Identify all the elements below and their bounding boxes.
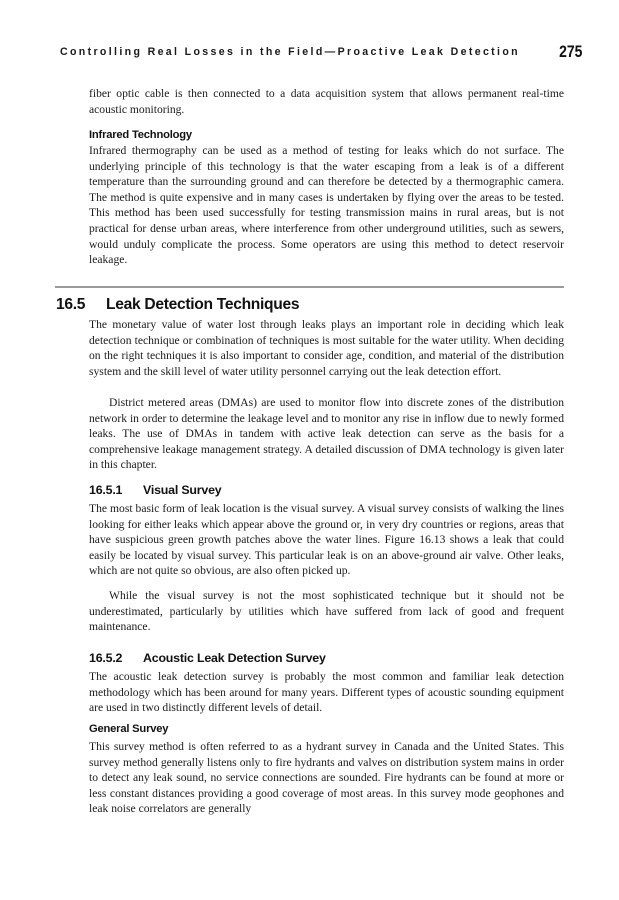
leak-detection-paragraph-2: District metered areas (DMAs) are used to monitor flow into discrete zones of the distribution network in order to determine the leakage level and to monitor any rise in inflow due to newly formed leaks. The use of DMAs in tandem with active leak detection can serve as the basis for a comprehensive leakage management strategy. A detailed discussion of DMA technology is given later in this chapter. xyxy=(89,396,564,472)
general-survey-paragraph: This survey method is often referred to as a hydrant survey in Canada and the United States. This survey method generally listens only to fire hydrants and valves on distribution system mains in order to detect any leak sound, no service connections are sounded. Fire hydrants can be found at more or less constant distances providing a good coverage of most areas. In this survey mode geophones and leak noise correlators are generally xyxy=(89,740,564,816)
leak-detection-paragraph-1: The monetary value of water lost through leaks plays an important role in deciding which leak detection technique or combination of techniques is most suitable for the water utility. When deciding on the right techniques it is also important to consider age, condition, and material of the distribution system and the skill level of water utility personnel carrying out the leak detection effort. xyxy=(89,318,564,378)
acoustic-survey-paragraph: The acoustic leak detection survey is probably the most common and familiar leak detection methodology which has been around for many years. Different types of acoustic sounding equipment are used in two distinctly different levels of detail. xyxy=(89,670,564,715)
subsection-title: Acoustic Leak Detection Survey xyxy=(143,651,326,665)
subsection-heading-16-5-2 xyxy=(89,651,326,665)
section-number: 16.5 xyxy=(56,296,86,313)
section-title: Leak Detection Techniques xyxy=(106,296,300,313)
visual-survey-paragraph-2: While the visual survey is not the most sophisticated technique but it should not be underestimated, particularly by utilities which have suffered from lack of good and frequent maintenance. xyxy=(89,589,564,634)
section-heading-16-5 xyxy=(56,296,299,314)
infrared-paragraph: Infrared thermography can be used as a method of testing for leaks which do not surface. The underlying principle of this technology is that the water escaping from a leak is of a different temperature than the surrounding ground and can therefore be detected by a thermographic camera. The method is quite expensive and in many cases is undertaken by flying over the areas to be tested. This method has been used successfully for testing transmission mains in rural areas, but is not practical for dense urban areas, where interference from other underground utilities, such as sewers, would unduly complicate the process. Some operators are using this method to detect reservoir leakage. xyxy=(89,144,564,267)
general-survey-heading: General Survey xyxy=(89,723,169,735)
subsection-number: 16.5.1 xyxy=(89,483,123,497)
infrared-heading: Infrared Technology xyxy=(89,129,192,141)
subsection-number: 16.5.2 xyxy=(89,651,123,665)
section-divider xyxy=(55,286,564,288)
subsection-heading-16-5-1 xyxy=(89,483,221,497)
running-title: Controlling Real Losses in the Field—Proactive Leak Detection xyxy=(59,46,520,58)
page-number: 275 xyxy=(558,42,582,61)
intro-paragraph: fiber optic cable is then connected to a data acquisition system that allows permanent real-time acoustic monitoring. xyxy=(89,87,564,116)
subsection-title: Visual Survey xyxy=(143,483,222,497)
running-header xyxy=(60,42,582,66)
visual-survey-paragraph-1: The most basic form of leak location is the visual survey. A visual survey consists of walking the lines looking for either leaks which appear above the ground or, in very dry countries or regions, areas that have suspicious green growth patches above the water lines. Figure 16.13 shows a leak that could easily be located by visual survey. This particular leak is on an above-ground air valve. Other leaks, which are not quite so obvious, are also often picked up. xyxy=(89,502,564,578)
